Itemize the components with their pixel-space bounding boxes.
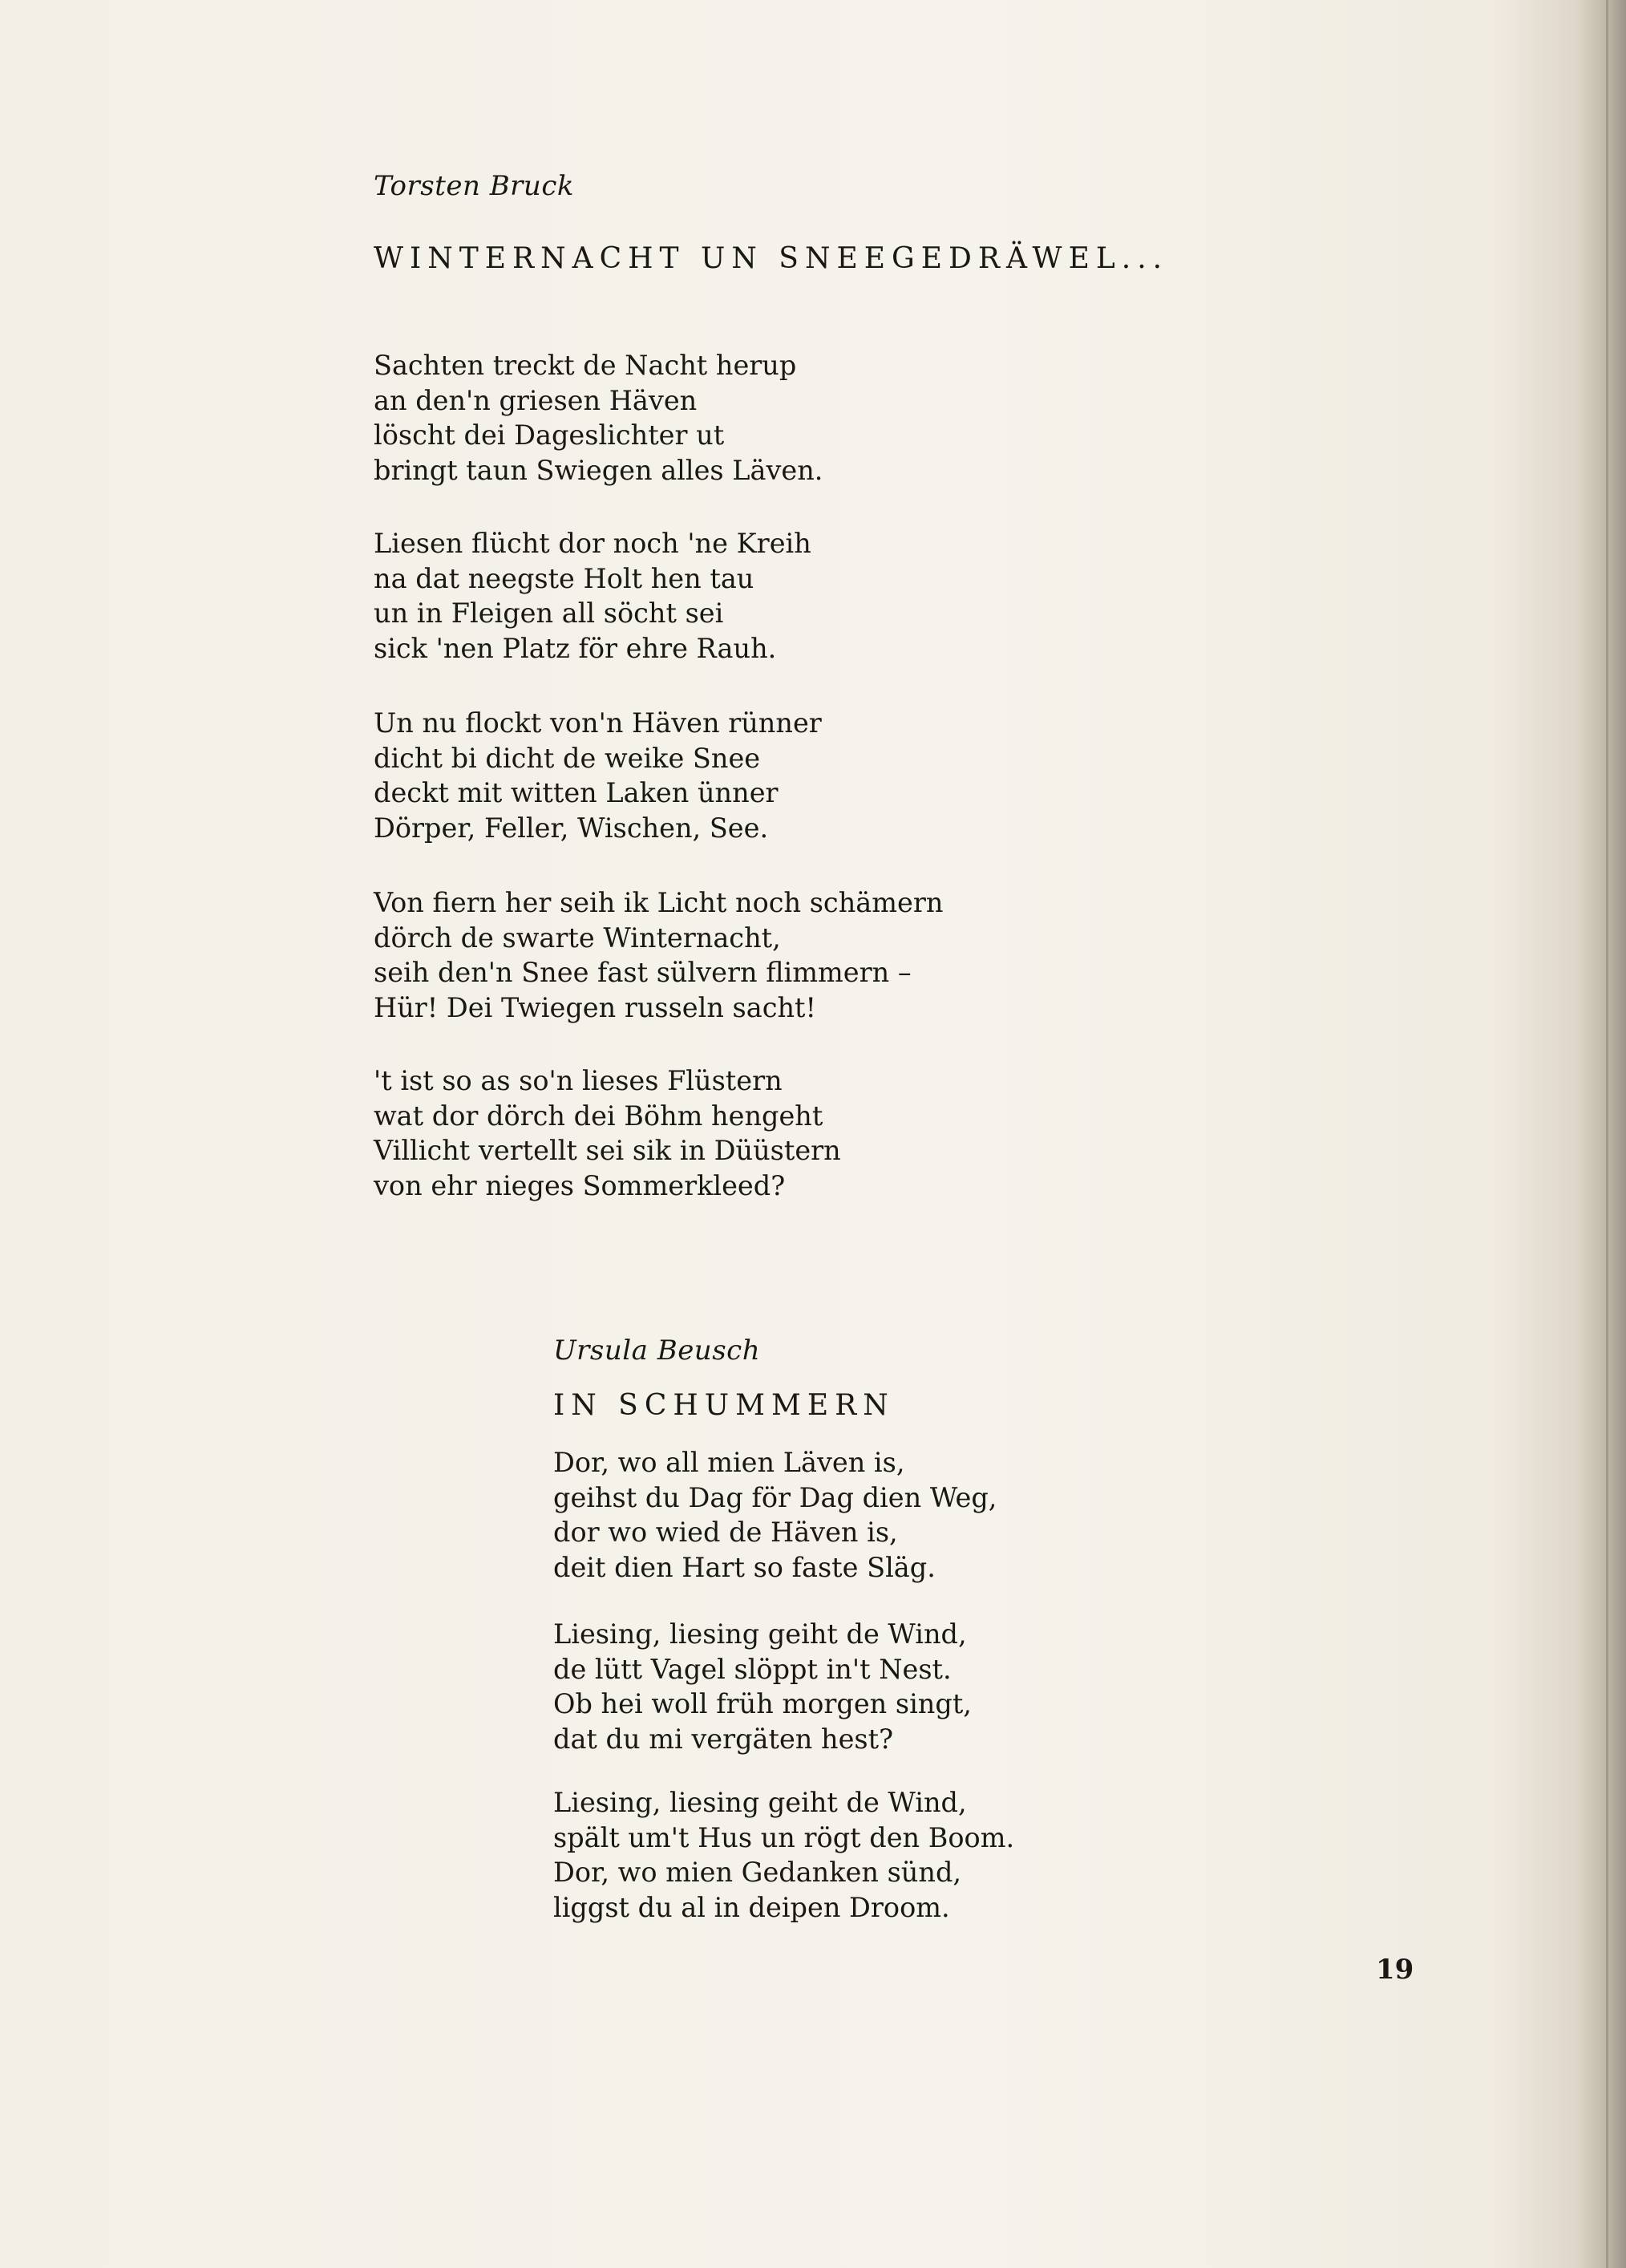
poem-line: seih den'n Snee fast sülvern flimmern – — [374, 957, 912, 988]
poem-line: na dat neegste Holt hen tau — [374, 562, 754, 594]
poem-line: liggst du al in deipen Droom. — [553, 1891, 950, 1923]
poem-line: Hür! Dei Twiegen russeln sacht! — [374, 991, 816, 1023]
poem-line: bringt taun Swiegen alles Läven. — [374, 454, 823, 486]
poem-1-stanza-1 — [374, 348, 823, 488]
poem-line: Von fiern her seih ik Licht noch schämern — [374, 887, 944, 918]
poem-line: Un nu flockt von'n Häven rünner — [374, 707, 822, 739]
page-edge-line — [1606, 0, 1608, 2268]
page-number: 19 — [1376, 1954, 1414, 1986]
poem-2-stanza-3 — [553, 1785, 1014, 1925]
poem-1-title: WINTERNACHT UN SNEEGEDRÄWEL... — [374, 242, 1169, 275]
poem-2-stanza-2 — [553, 1617, 972, 1756]
poem-line: wat dor dörch dei Böhm hengeht — [374, 1100, 823, 1132]
poem-line: 't ist so as so'n lieses Flüstern — [374, 1065, 783, 1096]
poem-line: löscht dei Dageslichter ut — [374, 419, 725, 451]
poem-line: sick 'nen Platz för ehre Rauh. — [374, 632, 777, 664]
poem-line: Liesen flücht dor noch 'ne Kreih — [374, 528, 811, 559]
poem-line: deckt mit witten Laken ünner — [374, 777, 779, 808]
poem-line: spält um't Hus un rögt den Boom. — [553, 1821, 1015, 1853]
poem-line: Liesing, liesing geiht de Wind, — [553, 1787, 967, 1818]
poem-line: Liesing, liesing geiht de Wind, — [553, 1618, 967, 1650]
poem-line: geihst du Dag för Dag dien Weg, — [553, 1481, 997, 1513]
poem-1-stanza-4 — [374, 885, 943, 1025]
poem-line: Dor, wo all mien Läven is, — [553, 1447, 905, 1478]
poem-line: un in Fleigen all söcht sei — [374, 597, 724, 629]
page-edge-shadow — [1578, 0, 1626, 2268]
poem-2-author: Ursula Beusch — [553, 1334, 761, 1367]
poem-line: Dörper, Feller, Wischen, See. — [374, 812, 769, 844]
poem-line: Dor, wo mien Gedanken sünd, — [553, 1857, 962, 1888]
poem-2-stanza-1 — [553, 1445, 997, 1585]
poem-line: de lütt Vagel slöppt in't Nest. — [553, 1653, 952, 1685]
poem-line: Villicht vertellt sei sik in Düüstern — [374, 1135, 841, 1166]
poem-line: dat du mi vergäten hest? — [553, 1723, 894, 1755]
poem-2-title: IN SCHUMMERN — [553, 1389, 895, 1422]
poem-line: Sachten treckt de Nacht herup — [374, 350, 797, 381]
poem-1-author: Torsten Bruck — [374, 170, 574, 202]
poem-line: dörch de swarte Winternacht, — [374, 921, 781, 954]
poem-line: dor wo wied de Häven is, — [553, 1517, 898, 1548]
poem-line: von ehr nieges Sommerkleed? — [374, 1169, 786, 1201]
poem-line: dicht bi dicht de weike Snee — [374, 742, 761, 774]
poem-line: deit dien Hart so faste Släg. — [553, 1551, 936, 1583]
poem-1-stanza-5 — [374, 1063, 841, 1203]
poem-line: an den'n griesen Häven — [374, 384, 698, 416]
poem-line: Ob hei woll früh morgen singt, — [553, 1688, 972, 1719]
poem-1-stanza-2 — [374, 526, 811, 666]
poem-1-stanza-3 — [374, 706, 822, 845]
